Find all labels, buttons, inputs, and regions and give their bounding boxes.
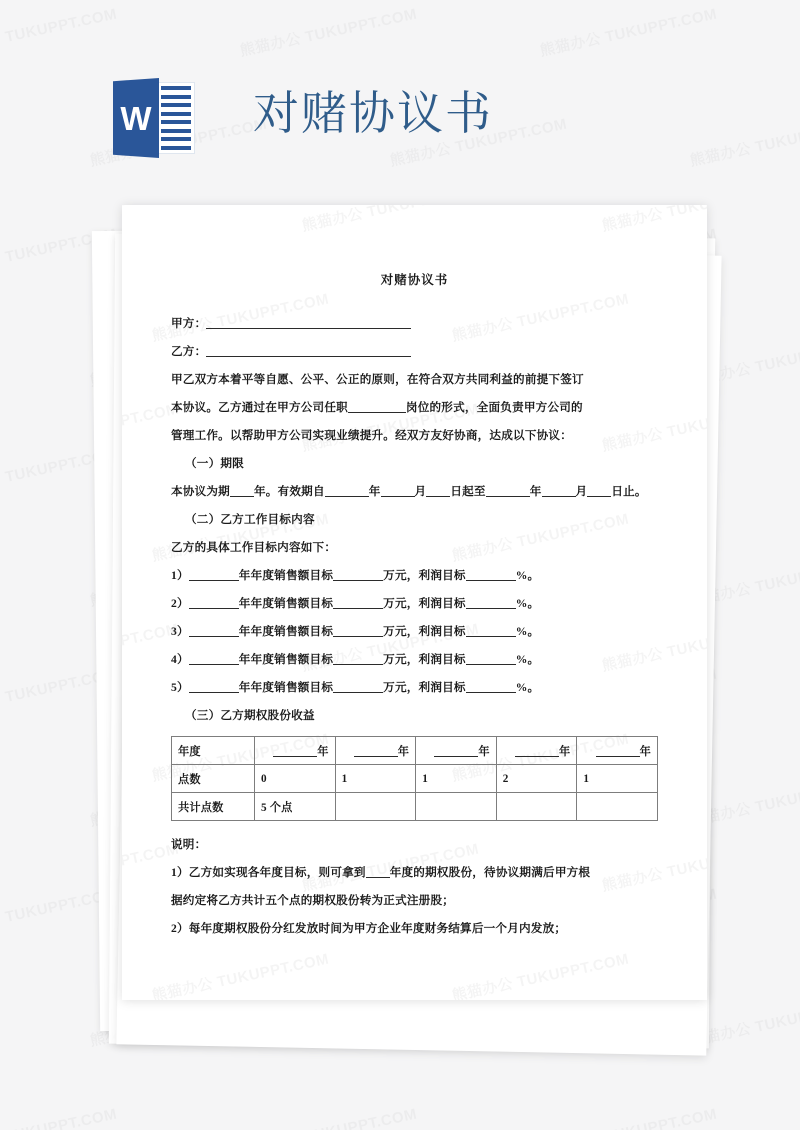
term-text-g: 月 [575,485,588,498]
goal-item [171,562,658,590]
term-text-h: 日止。 [611,485,647,498]
page-title: 对赌协议书 [253,87,493,139]
word-icon [113,78,195,158]
word-icon-lines [159,82,195,154]
goal-number: 1） [171,569,189,582]
goal-text-a: 年年度销售额目标 [238,681,334,694]
year-unit: 年 [397,745,410,758]
goal-sales-blank[interactable] [333,580,383,581]
goal-text-b: 万元，利润目标 [383,653,466,666]
party-b-line [171,338,658,366]
note-1-text-a: 1）乙方如实现各年度目标，则可拿到 [171,866,366,879]
points-cell[interactable]: 1 [416,765,497,793]
goal-text-c: %。 [515,597,540,610]
table-row-total [172,793,658,821]
year-unit: 年 [317,745,329,758]
goal-number: 4） [171,653,189,666]
term-line [171,478,658,506]
intro-paragraph-line-1: 甲乙双方本着平等自愿、公平、公正的原则，在符合双方共同利益的前提下签订 [171,373,584,386]
term-text-f: 年 [529,485,542,498]
intro-text-after-post: 岗位的形式，全面负责甲方公司的 [405,401,583,414]
party-a-blank[interactable] [206,328,411,329]
goal-year-blank[interactable] [189,608,239,609]
word-icon-line [161,86,191,90]
goal-text-b: 万元，利润目标 [383,625,466,638]
goal-text-b: 万元，利润目标 [383,597,466,610]
section-3-title: （三）乙方期权股份收益 [185,709,315,722]
party-a-label: 甲方： [171,317,207,330]
term-text-b: 年。有效期自 [253,485,325,498]
year-cell[interactable] [335,737,416,765]
goal-text-a: 年年度销售额目标 [238,597,334,610]
goal-text-b: 万元，利润目标 [383,681,466,694]
goal-item [171,618,658,646]
party-b-label: 乙方： [171,345,207,358]
goal-sales-blank[interactable] [333,692,383,693]
year-cell[interactable] [577,737,658,765]
word-icon-line [161,112,191,116]
goal-text-c: %。 [515,625,540,638]
watermark-text [150,948,331,1000]
note-1-text-b: 年度的期权股份，待协议期满后甲方根 [389,866,591,879]
goal-sales-blank[interactable] [333,636,383,637]
year-cell[interactable] [255,737,336,765]
word-icon-letter: W [120,99,152,137]
party-b-blank[interactable] [206,356,411,357]
watermark-text [450,948,631,1000]
year-blank[interactable] [515,756,559,757]
document-content [122,205,707,943]
goal-item [171,646,658,674]
points-cell[interactable]: 1 [577,765,658,793]
year-blank[interactable] [596,756,640,757]
term-text-a: 本协议为期 [171,485,230,498]
document-page[interactable] [122,205,707,1000]
table-row-label: 点数 [172,765,255,793]
intro-text-before-post: 本协议。乙方通过在甲方公司任职 [171,401,348,414]
goal-year-blank[interactable] [189,664,239,665]
goal-text-b: 万元，利润目标 [383,569,466,582]
term-text-e: 日起至 [450,485,486,498]
goal-year-blank[interactable] [189,692,239,693]
intro-paragraph-line-3: 管理工作。以帮助甲方公司实现业绩提升。经双方友好协商，达成以下协议： [171,429,572,442]
total-empty-cell[interactable] [496,793,577,821]
start-month-blank[interactable] [381,496,415,497]
goal-number: 5） [171,681,189,694]
post-blank[interactable] [348,412,406,413]
year-blank[interactable] [434,756,478,757]
word-icon-line [161,146,191,150]
goal-text-a: 年年度销售额目标 [238,625,334,638]
year-cell[interactable] [496,737,577,765]
term-years-blank[interactable] [230,496,254,497]
term-text-c: 年 [368,485,381,498]
intro-paragraph-line-2 [171,394,658,422]
year-cell[interactable] [416,737,497,765]
start-day-blank[interactable] [426,496,450,497]
year-blank[interactable] [273,756,317,757]
word-icon-line [161,137,191,141]
section-2-lead: 乙方的具体工作目标内容如下： [171,541,337,554]
goal-number: 3） [171,625,189,638]
goal-profit-blank[interactable] [466,692,516,693]
watermark-text [238,1103,419,1130]
points-cell[interactable]: 1 [335,765,416,793]
goal-text-a: 年年度销售额目标 [238,569,334,582]
goal-item [171,590,658,618]
term-text-d: 月 [414,485,427,498]
word-icon-line [161,103,191,107]
word-icon-line [161,120,191,124]
points-cell[interactable]: 2 [496,765,577,793]
watermark-text [0,1103,119,1130]
note-1-year-blank[interactable] [366,877,390,878]
total-empty-cell[interactable] [577,793,658,821]
section-2-title: （二）乙方工作目标内容 [185,513,315,526]
points-cell[interactable]: 0 [255,765,336,793]
table-row-label: 年度 [172,737,255,765]
goal-year-blank[interactable] [189,636,239,637]
party-a-line [171,310,658,338]
goal-text-c: %。 [515,653,540,666]
goal-year-blank[interactable] [189,580,239,581]
end-day-blank[interactable] [587,496,611,497]
goal-profit-blank[interactable] [466,608,516,609]
note-1-line-2: 据约定将乙方共计五个点的期权股份转为正式注册股； [171,894,455,907]
goal-profit-blank[interactable] [466,664,516,665]
total-empty-cell[interactable] [416,793,497,821]
section-1-title: （一）期限 [185,457,244,470]
note-2: 2）每年度期权股份分红发放时间为甲方企业年度财务结算后一个月内发放； [171,922,567,935]
table-row-year [172,737,658,765]
watermark-text [538,1103,719,1130]
goal-text-c: %。 [515,681,540,694]
goal-sales-blank[interactable] [333,608,383,609]
word-icon-line [161,129,191,133]
goal-number: 2） [171,597,189,610]
total-points-cell[interactable]: 5 个点 [255,793,336,821]
year-unit: 年 [478,745,490,758]
goal-profit-blank[interactable] [466,580,516,581]
year-blank[interactable] [354,756,398,757]
end-year-blank[interactable] [486,496,530,497]
equity-table [171,736,658,821]
document-heading: 对赌协议书 [380,273,449,287]
year-unit: 年 [639,745,651,758]
goal-text-a: 年年度销售额目标 [238,653,334,666]
goal-sales-blank[interactable] [333,664,383,665]
goal-profit-blank[interactable] [466,636,516,637]
word-icon-line [161,95,191,99]
table-row-label: 共计点数 [172,793,255,821]
notes-title: 说明： [171,838,207,851]
goal-text-c: %。 [515,569,540,582]
total-empty-cell[interactable] [335,793,416,821]
start-year-blank[interactable] [325,496,369,497]
note-1-line-1 [171,859,658,887]
page-header [0,0,800,190]
table-row-points [172,765,658,793]
goal-item [171,674,658,702]
year-unit: 年 [558,745,571,758]
end-month-blank[interactable] [542,496,576,497]
